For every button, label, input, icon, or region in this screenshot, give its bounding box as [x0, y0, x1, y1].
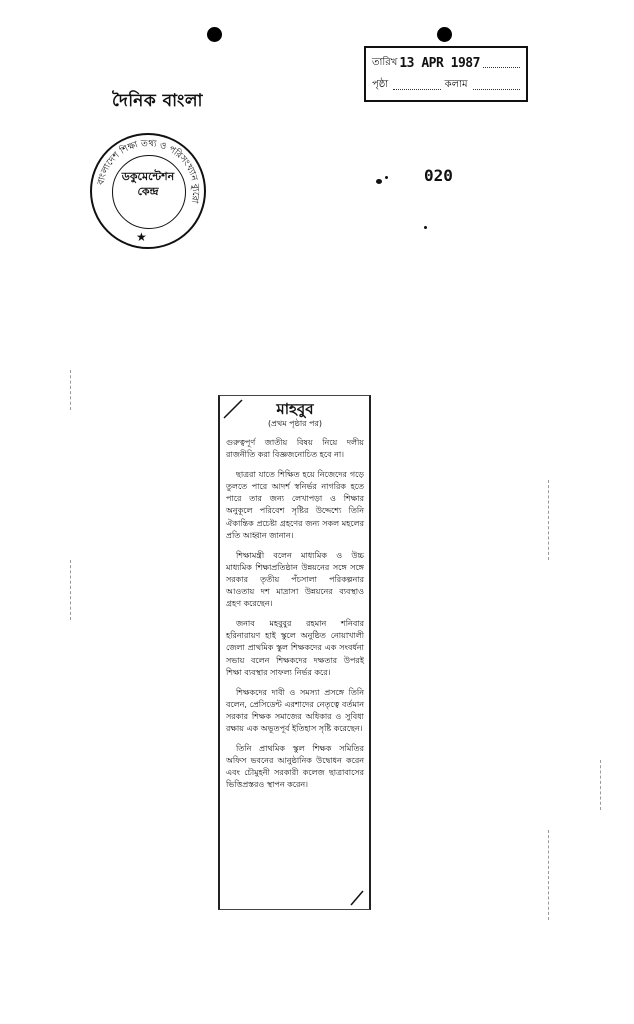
clipping-subtitle: (প্রথম পৃষ্ঠার পর)	[267, 419, 323, 428]
scan-noise	[548, 830, 550, 920]
corner-tick-icon	[222, 398, 244, 420]
date-value: 13 APR 1987	[399, 55, 480, 71]
scan-noise	[70, 370, 72, 410]
clipping-paragraph: শিক্ষামন্ত্রী বলেন মাধ্যমিক ও উচ্চ মাধ্যমিক শিক্ষাপ্রতিষ্ঠান উন্নয়নের সঙ্গে সঙ্গে সরকার তৃতীয় পঁচসালা পরিকল্পনার আওতায় দশ মাদ্রাসা উন্নয়নের ব্যবস্থাও গ্রহণ করেছেন।	[226, 550, 364, 609]
scan-noise	[548, 480, 550, 560]
page-label: পৃষ্ঠা	[372, 78, 389, 90]
seal-line-2: কেন্দ্র	[137, 185, 159, 198]
document-number: 020	[424, 166, 453, 185]
newspaper-name: দৈনিক বাংলা	[112, 91, 203, 111]
news-clipping	[218, 395, 371, 910]
column-label: কলাম	[444, 78, 468, 90]
scan-noise	[600, 760, 602, 810]
date-row	[372, 52, 520, 74]
clipping-paragraph: গুরুত্বপূর্ণ জাতীয় বিষয় নিয়ে দলীয় রাজনীতি করা বিজ্ঞজনোচিত হবে না।	[226, 438, 364, 460]
column-dots	[473, 81, 520, 90]
clipping-paragraph: ছাত্ররা যাতে শিক্ষিত হয়ে নিজেদের গড়ে তুলতে পারে আদর্শ স্বনির্ভর নাগরিক হতে পারে তার জন্য লেখাপড়া ও শিক্ষার অনুকূলে পরিবেশ সৃষ্টির উদ্দেশ্যে তিনি ঐকান্তিক প্রচেষ্টা গ্রহণের জন্য সকল মহলের প্রতি আহ্বান জানান।	[226, 470, 364, 540]
svg-text:★: ★	[136, 230, 147, 244]
date-stamp	[364, 46, 528, 102]
punch-hole-left	[207, 27, 222, 42]
ink-speck	[424, 226, 427, 229]
clipping-paragraph: তিনি প্রাথমিক স্কুল শিক্ষক সমিতির অফিস ভবনের আনুষ্ঠানিক উদ্বোধন করেন এবং চৌমুহনী সরকারী কলেজ ছাত্রাবাসের ভিত্তিপ্রস্তরও স্থাপন করেন।	[226, 744, 364, 790]
date-label: তারিখ	[372, 56, 398, 68]
scan-noise	[70, 560, 72, 620]
seal-center-text	[92, 169, 204, 199]
seal-line-1: ডকুমেন্টেশন	[121, 170, 175, 183]
punch-hole-right	[437, 27, 452, 42]
page-dots	[393, 81, 440, 90]
ink-speck	[385, 176, 388, 179]
clipping-paragraph: জনাব মহবুবুর রহমান শনিবার হরিনারায়ণ হাই স্কুলে অনুষ্ঠিত নোয়াখালী জেলা প্রাথমিক স্কুল শিক্ষকদের এক সংবর্ধনা সভায় বলেন শিক্ষকদের দক্ষতার উপরই শিক্ষা ব্যবস্থার সাফল্য নির্ভর করে।	[226, 619, 364, 677]
corner-tick-icon	[347, 887, 367, 907]
documentation-seal	[90, 133, 206, 249]
clipping-title: মাহবুব	[276, 400, 314, 418]
ink-speck	[376, 179, 382, 184]
clipping-paragraph: শিক্ষকদের দাবী ও সমস্যা প্রসঙ্গে তিনি বলেন, প্রেসিডেন্ট এরশাদের নেতৃত্বে বর্তমান সরকার শিক্ষক সমাজের অধিকার ও সুবিধা রক্ষায় এক অভূতপূর্ব ইতিহাস সৃষ্টি করেছেন।	[226, 687, 364, 733]
date-dots	[483, 59, 520, 68]
page-row	[372, 74, 520, 96]
svg-text:বাংলাদেশ শিক্ষা তথ্য ও পরিসংখ্: বাংলাদেশ শিক্ষা তথ্য ও পরিসংখ্যান ব্যুরো	[96, 138, 201, 204]
